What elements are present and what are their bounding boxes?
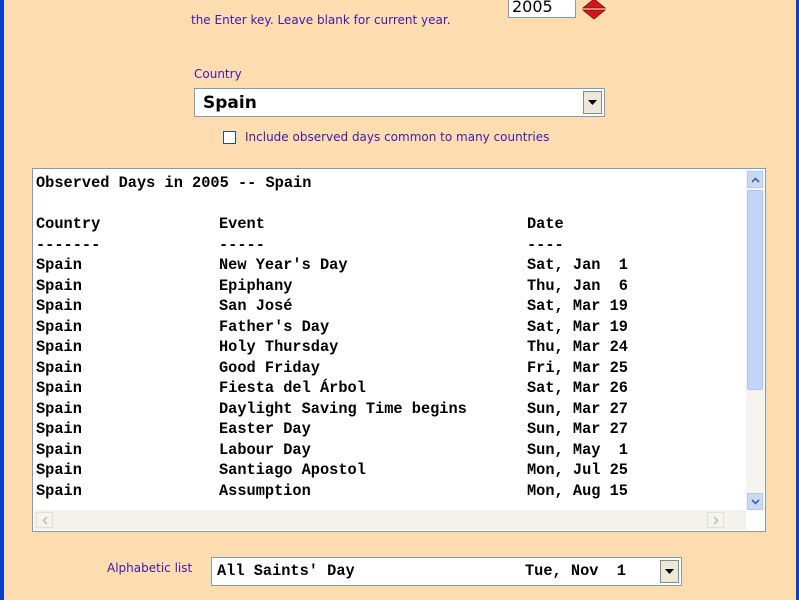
row-date: Thu, Mar 24 bbox=[527, 338, 628, 356]
row-date: Mon, Aug 15 bbox=[527, 481, 628, 500]
table-row bbox=[36, 419, 736, 440]
row-event: Epiphany bbox=[219, 276, 293, 295]
table-row bbox=[36, 296, 736, 317]
row-country: Spain bbox=[36, 256, 82, 274]
scroll-right-button[interactable] bbox=[707, 512, 724, 528]
row-event: Good Friday bbox=[219, 358, 320, 377]
instructions-line-2: the Enter key. Leave blank for current year. bbox=[191, 13, 451, 27]
separator-event: ----- bbox=[219, 235, 265, 254]
table-row bbox=[36, 440, 736, 461]
country-dropdown[interactable] bbox=[194, 88, 605, 117]
chevron-down-icon bbox=[665, 569, 674, 575]
row-country: Spain bbox=[36, 297, 82, 315]
spin-arrows-icon[interactable] bbox=[582, 0, 606, 20]
table-row bbox=[36, 276, 736, 297]
row-country: Spain bbox=[36, 317, 82, 336]
results-header-row bbox=[36, 214, 736, 235]
chevron-right-icon bbox=[713, 516, 719, 525]
header-country: Country bbox=[36, 215, 101, 233]
separator-country: ------- bbox=[36, 235, 101, 254]
row-event: Assumption bbox=[219, 481, 311, 500]
row-date: Fri, Mar 25 bbox=[527, 358, 628, 377]
row-event: New Year's Day bbox=[219, 256, 348, 274]
row-event: San José bbox=[219, 297, 293, 315]
results-separator-row bbox=[36, 235, 736, 256]
row-event: Fiesta del Árbol bbox=[219, 379, 366, 397]
row-country: Spain bbox=[36, 399, 82, 418]
country-label: Country bbox=[194, 67, 242, 81]
header-event: Event bbox=[219, 215, 265, 233]
country-selected-value: Spain bbox=[203, 93, 257, 113]
row-country: Spain bbox=[36, 440, 82, 459]
scroll-thumb[interactable] bbox=[747, 190, 763, 390]
instructions-line-1 bbox=[191, 0, 451, 12]
row-event: Holy Thursday bbox=[219, 338, 339, 356]
row-event: Father's Day bbox=[219, 317, 330, 336]
year-input[interactable]: 2005 bbox=[508, 0, 576, 18]
table-row bbox=[36, 460, 736, 481]
scroll-down-button[interactable] bbox=[747, 493, 763, 510]
table-row bbox=[36, 337, 736, 358]
row-date: Sat, Mar 19 bbox=[527, 317, 628, 336]
table-row bbox=[36, 378, 736, 399]
row-country: Spain bbox=[36, 358, 82, 377]
table-row bbox=[36, 399, 736, 420]
include-common-label: Include observed days common to many countries bbox=[245, 130, 550, 144]
chevron-down-icon bbox=[588, 100, 597, 106]
row-event: Daylight Saving Time begins bbox=[219, 399, 467, 418]
row-country: Spain bbox=[36, 338, 82, 356]
row-date: Mon, Jul 25 bbox=[527, 461, 628, 479]
row-date: Thu, Jan 6 bbox=[527, 276, 628, 295]
row-date: Sun, Mar 27 bbox=[527, 399, 628, 418]
row-event: Easter Day bbox=[219, 420, 311, 438]
alphabetic-selected-event: All Saints' Day bbox=[217, 562, 355, 580]
horizontal-scrollbar[interactable] bbox=[34, 510, 746, 530]
blank-line bbox=[36, 194, 736, 215]
results-textbox[interactable] bbox=[32, 168, 766, 532]
row-event: Santiago Apostol bbox=[219, 461, 366, 479]
row-country: Spain bbox=[36, 276, 82, 295]
row-country: Spain bbox=[36, 379, 82, 397]
alphabetic-list-dropdown[interactable] bbox=[211, 557, 682, 586]
results-content bbox=[36, 173, 736, 501]
year-instructions bbox=[191, 0, 451, 29]
table-row bbox=[36, 358, 736, 379]
alphabetic-list-label: Alphabetic list bbox=[107, 561, 193, 575]
row-date: Sun, May 1 bbox=[527, 440, 628, 459]
year-spinner[interactable] bbox=[582, 0, 606, 20]
window-left-border bbox=[0, 0, 4, 600]
table-row bbox=[36, 255, 736, 276]
header-date: Date bbox=[527, 215, 564, 233]
row-country: Spain bbox=[36, 461, 82, 479]
row-date: Sun, Mar 27 bbox=[527, 420, 628, 438]
scroll-left-button[interactable] bbox=[36, 512, 53, 528]
chevron-up-icon bbox=[751, 177, 760, 183]
table-row bbox=[36, 481, 736, 502]
results-rows bbox=[36, 255, 736, 501]
table-row bbox=[36, 317, 736, 338]
row-event: Labour Day bbox=[219, 440, 311, 459]
scroll-up-button[interactable] bbox=[747, 171, 763, 188]
include-common-checkbox[interactable] bbox=[223, 131, 236, 144]
alphabetic-selected-date: Tue, Nov 1 bbox=[525, 562, 626, 580]
chevron-left-icon bbox=[42, 516, 48, 525]
chevron-down-icon bbox=[751, 499, 760, 505]
separator-date: ---- bbox=[527, 235, 564, 254]
country-dropdown-button[interactable] bbox=[583, 91, 602, 114]
row-date: Sat, Mar 19 bbox=[527, 297, 628, 315]
row-country: Spain bbox=[36, 481, 82, 500]
row-date: Sat, Jan 1 bbox=[527, 256, 628, 274]
row-date: Sat, Mar 26 bbox=[527, 379, 628, 397]
vertical-scrollbar[interactable] bbox=[746, 170, 764, 510]
row-country: Spain bbox=[36, 420, 82, 438]
alphabetic-dropdown-button[interactable] bbox=[660, 560, 679, 583]
results-title: Observed Days in 2005 -- Spain bbox=[36, 174, 312, 192]
